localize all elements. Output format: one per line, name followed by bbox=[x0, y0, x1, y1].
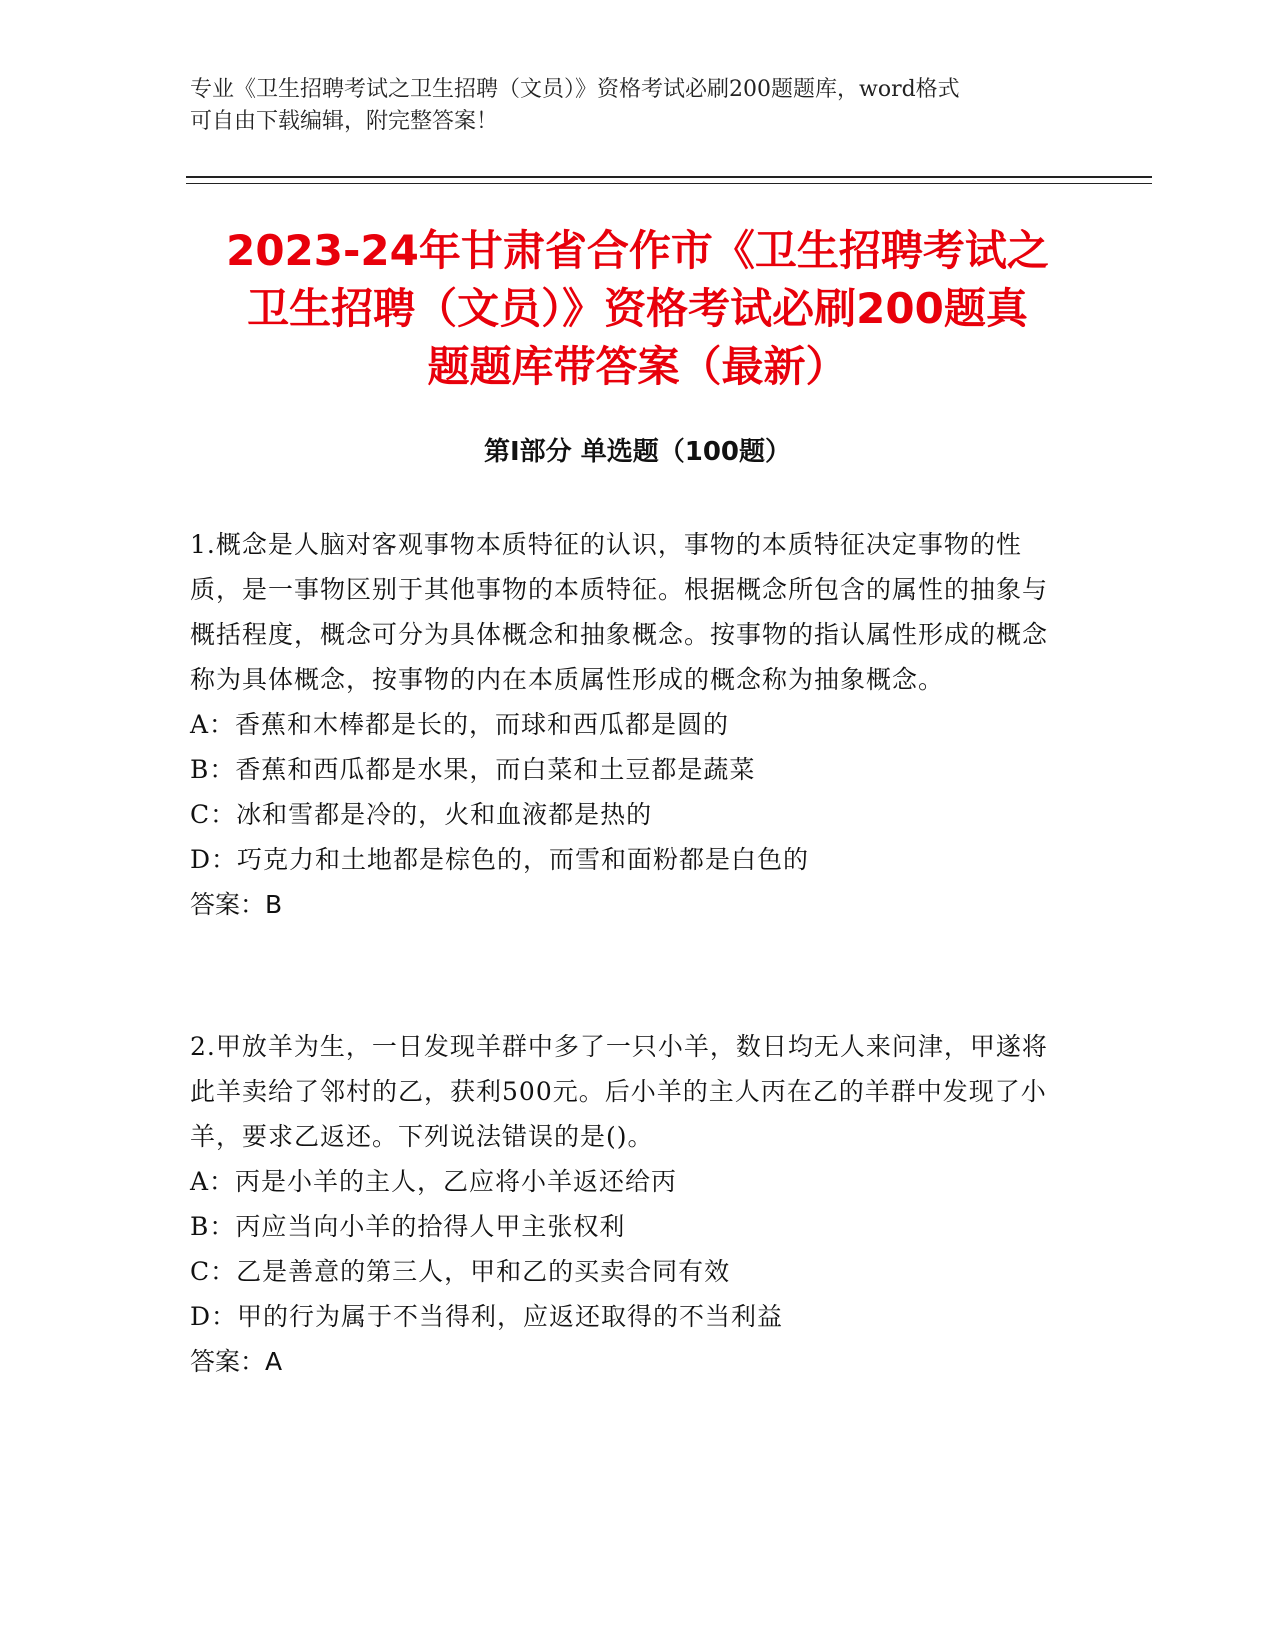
option-c: C：乙是善意的第三人，甲和乙的买卖合同有效 bbox=[190, 1257, 731, 1286]
answer-label: 答案：B bbox=[190, 890, 283, 919]
header-divider-thin bbox=[186, 183, 1152, 184]
question-stem: 1.概念是人脑对客观事物本质特征的认识，事物的本质特征决定事物的性质，是一事物区别于其他事物的本质特征。根据概念所包含的属性的抽象与概括程度，概念可分为具体概念和抽象概念。按事物的指认属性形成的概念称为具体概念，按事物的内在本质属性形成的概念称为抽象概念。 bbox=[190, 530, 1049, 694]
question-1 bbox=[190, 522, 1070, 927]
document-title-line: 题题库带答案（最新） bbox=[427, 342, 848, 391]
option-d: D：甲的行为属于不当得利，应返还取得的不当利益 bbox=[190, 1302, 784, 1331]
document-title-line: 2023-24年甘肃省合作市《卫生招聘考试之 bbox=[226, 226, 1049, 275]
option-b: B：丙应当向小羊的拾得人甲主张权利 bbox=[190, 1212, 626, 1241]
option-b: B：香蕉和西瓜都是水果，而白菜和土豆都是蔬菜 bbox=[190, 755, 756, 784]
document-title-line: 卫生招聘（文员）》资格考试必刷200题真 bbox=[247, 284, 1028, 333]
header-divider bbox=[186, 176, 1152, 178]
header-note-line: 可自由下载编辑，附完整答案！ bbox=[190, 109, 499, 134]
option-list bbox=[190, 1159, 1070, 1339]
option-c: C：冰和雪都是冷的，火和血液都是热的 bbox=[190, 800, 653, 829]
option-list bbox=[190, 702, 1070, 882]
option-d: D：巧克力和土地都是棕色的，而雪和面粉都是白色的 bbox=[190, 845, 810, 874]
answer-label: 答案：A bbox=[190, 1347, 283, 1376]
question-stem: 2.甲放羊为生，一日发现羊群中多了一只小羊，数日均无人来问津，甲遂将此羊卖给了邻村的乙，获利500元。后小羊的主人丙在乙的羊群中发现了小羊，要求乙返还。下列说法错误的是()。 bbox=[190, 1032, 1048, 1151]
document-title bbox=[150, 222, 1125, 396]
option-a: A：香蕉和木棒都是长的，而球和西瓜都是圆的 bbox=[190, 710, 730, 739]
option-a: A：丙是小羊的主人，乙应将小羊返还给丙 bbox=[190, 1167, 678, 1196]
header-note-line: 专业《卫生招聘考试之卫生招聘（文员）》资格考试必刷200题题库，word格式 bbox=[190, 77, 960, 102]
header-note bbox=[190, 74, 1070, 138]
section-heading: 第Ⅰ部分 单选题（100题） bbox=[484, 437, 791, 467]
question-2 bbox=[190, 1024, 1070, 1384]
